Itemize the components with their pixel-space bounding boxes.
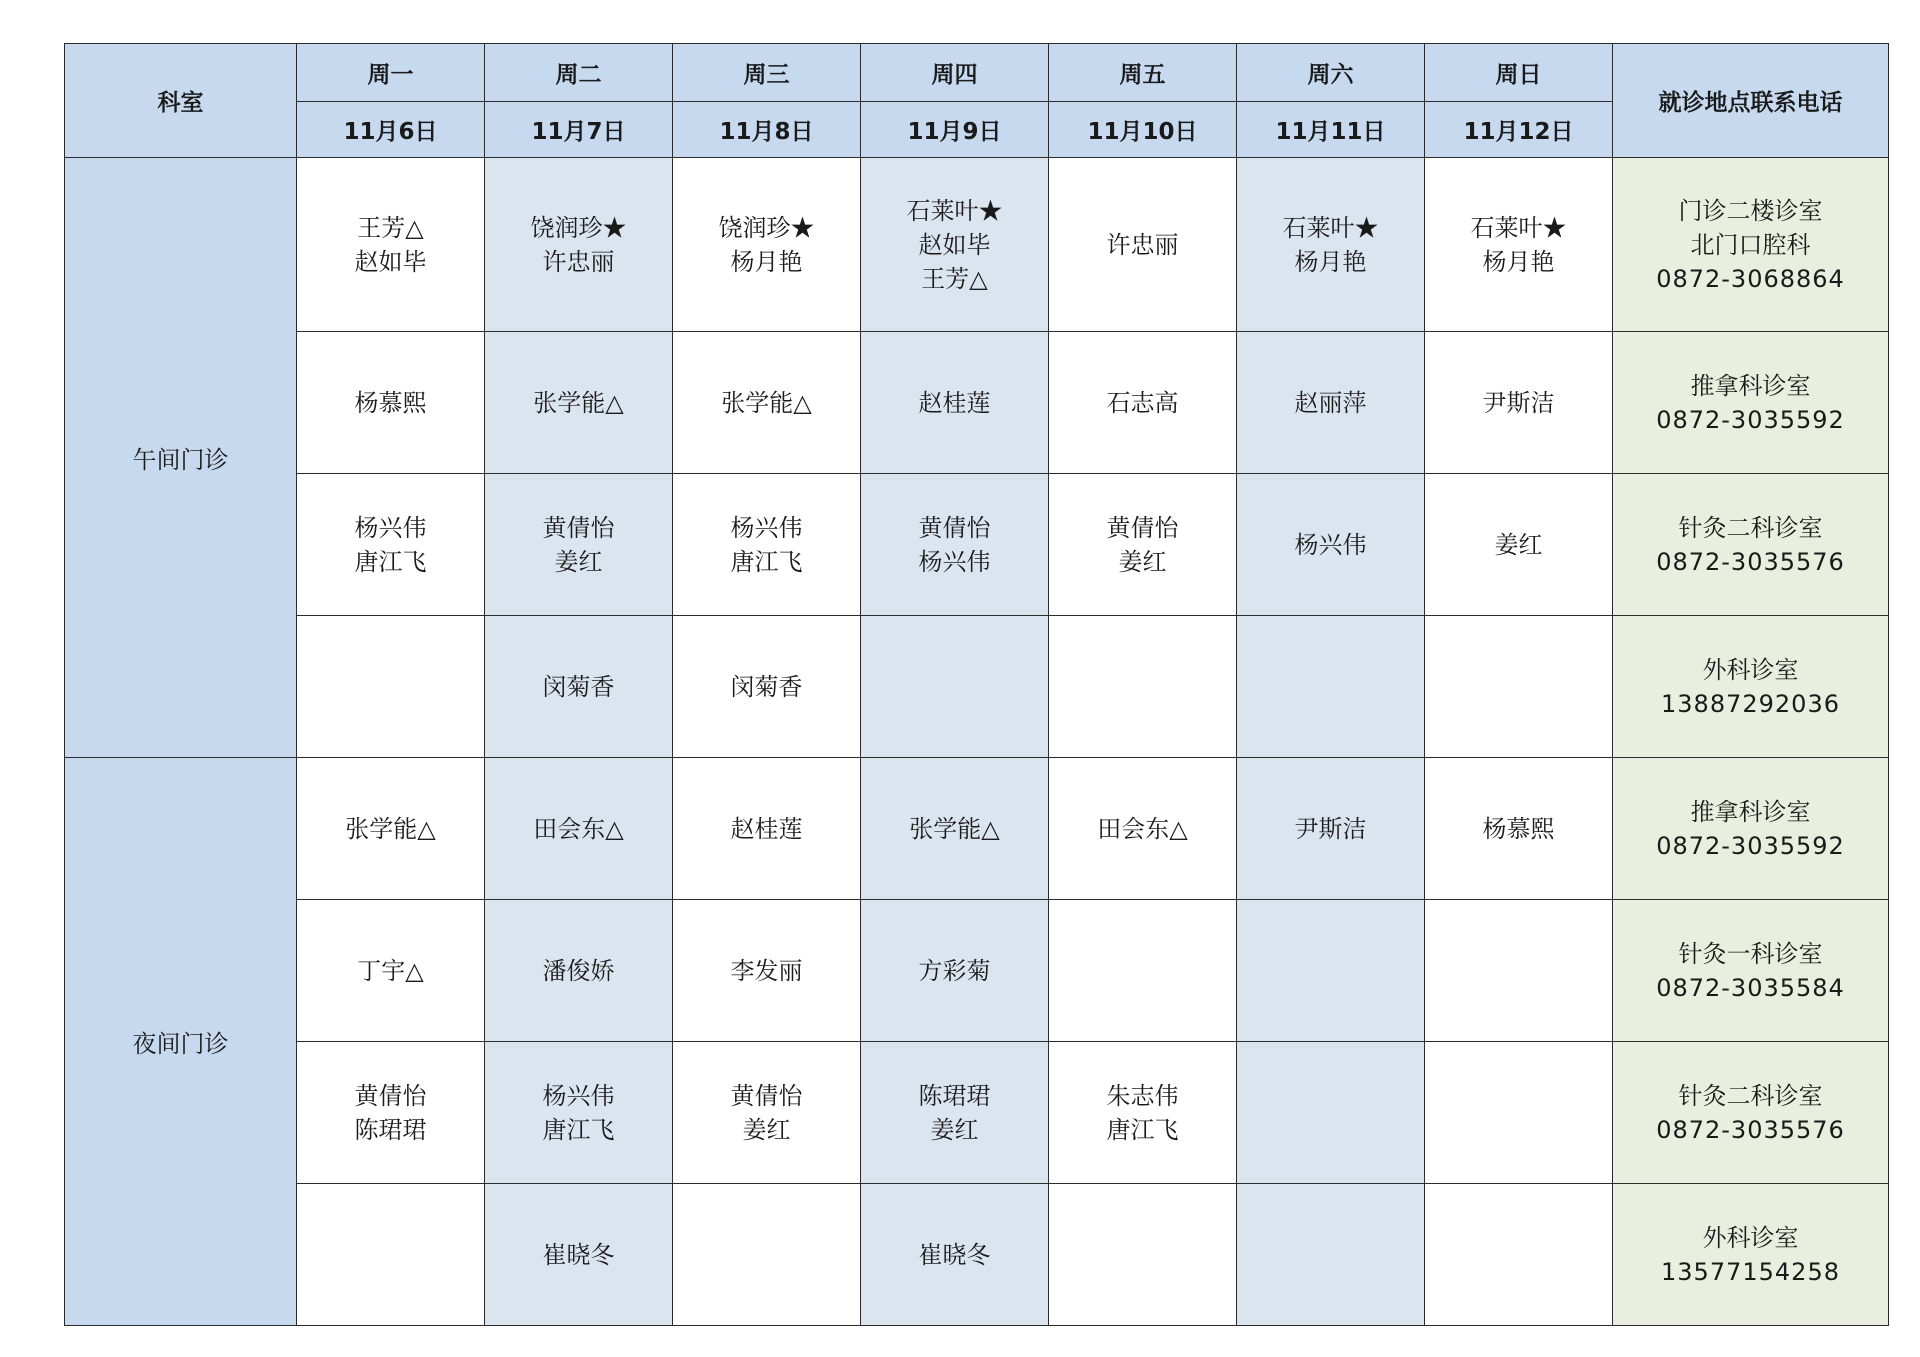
- doctor-cell: 赵桂莲: [673, 758, 861, 900]
- location-cell: [1613, 158, 1889, 332]
- doctor-cell: [1425, 616, 1613, 758]
- doctor-cell: 田会东△: [1049, 758, 1237, 900]
- weekday-header: 周四: [861, 44, 1049, 102]
- phone-number: 13887292036: [1661, 689, 1840, 718]
- doctor-cell: [1049, 900, 1237, 1042]
- location-name: 推拿科诊室: [1690, 797, 1811, 826]
- table-row: [65, 1042, 1889, 1184]
- table-row: [65, 1184, 1889, 1326]
- weekday-header: 周六: [1237, 44, 1425, 102]
- location-cell: [1613, 900, 1889, 1042]
- doctor-cell: 张学能△: [485, 332, 673, 474]
- doctor-cell: 尹斯洁: [1425, 332, 1613, 474]
- doctor-cell: 丁宇△: [297, 900, 485, 1042]
- header-weekday-row: [65, 44, 1889, 102]
- doctor-cell: 赵桂莲: [861, 332, 1049, 474]
- clinic-schedule-table: [64, 43, 1889, 1326]
- phone-number: 0872-3035592: [1656, 831, 1845, 860]
- doctor-cell: [1425, 1184, 1613, 1326]
- doctor-cell: 张学能△: [673, 332, 861, 474]
- location-name: 外科诊室: [1702, 655, 1799, 684]
- doctor-cell: [1237, 900, 1425, 1042]
- location-cell: [1613, 1184, 1889, 1326]
- phone-number: 0872-3035576: [1656, 547, 1845, 576]
- phone-number: 0872-3035584: [1656, 973, 1845, 1002]
- date-header: 11月8日: [673, 102, 861, 158]
- doctor-cell: 姜红: [1425, 474, 1613, 616]
- table-row: [65, 158, 1889, 332]
- doctor-cell: [1049, 616, 1237, 758]
- location-cell: [1613, 616, 1889, 758]
- table-row: [65, 758, 1889, 900]
- location-name: 针灸一科诊室: [1678, 939, 1823, 968]
- doctor-cell: 闵菊香: [673, 616, 861, 758]
- table-row: [65, 616, 1889, 758]
- table-row: [65, 332, 1889, 474]
- location-cell: [1613, 1042, 1889, 1184]
- doctor-cell: [1237, 1042, 1425, 1184]
- phone-number: 0872-3068864: [1656, 264, 1845, 293]
- doctor-cell: 杨兴伟 唐江飞: [485, 1042, 673, 1184]
- doctor-cell: 石志高: [1049, 332, 1237, 474]
- weekday-header: 周日: [1425, 44, 1613, 102]
- doctor-cell: 李发丽: [673, 900, 861, 1042]
- date-header: 11月10日: [1049, 102, 1237, 158]
- location-name: 针灸二科诊室: [1678, 513, 1823, 542]
- doctor-cell: [297, 616, 485, 758]
- doctor-cell: 杨慕熙: [1425, 758, 1613, 900]
- doctor-cell: [861, 616, 1049, 758]
- doctor-cell: 潘俊娇: [485, 900, 673, 1042]
- date-header: 11月7日: [485, 102, 673, 158]
- doctor-cell: 方彩菊: [861, 900, 1049, 1042]
- doctor-cell: [673, 1184, 861, 1326]
- phone-number: 0872-3035592: [1656, 405, 1845, 434]
- doctor-cell: 尹斯洁: [1237, 758, 1425, 900]
- doctor-cell: 崔晓冬: [485, 1184, 673, 1326]
- location-name: 门诊二楼诊室 北门口腔科: [1678, 196, 1823, 259]
- doctor-cell: 石莱叶★ 杨月艳: [1425, 158, 1613, 332]
- table-row: [65, 474, 1889, 616]
- location-cell: [1613, 758, 1889, 900]
- doctor-cell: 杨兴伟 唐江飞: [673, 474, 861, 616]
- doctor-cell: 黄倩怡 姜红: [673, 1042, 861, 1184]
- location-name: 针灸二科诊室: [1678, 1081, 1823, 1110]
- doctor-cell: 许忠丽: [1049, 158, 1237, 332]
- doctor-cell: 杨慕熙: [297, 332, 485, 474]
- doctor-cell: 饶润珍★ 杨月艳: [673, 158, 861, 332]
- doctor-cell: [1425, 1042, 1613, 1184]
- table-body: [65, 158, 1889, 1326]
- date-header: 11月11日: [1237, 102, 1425, 158]
- doctor-cell: 黄倩怡 姜红: [485, 474, 673, 616]
- doctor-cell: [1237, 616, 1425, 758]
- doctor-cell: [297, 1184, 485, 1326]
- section-label: 夜间门诊: [65, 758, 297, 1326]
- location-cell: [1613, 332, 1889, 474]
- doctor-cell: 杨兴伟: [1237, 474, 1425, 616]
- doctor-cell: 石莱叶★ 赵如毕 王芳△: [861, 158, 1049, 332]
- doctor-cell: 饶润珍★ 许忠丽: [485, 158, 673, 332]
- doctor-cell: 陈珺珺 姜红: [861, 1042, 1049, 1184]
- table-header: [65, 44, 1889, 158]
- location-name: 推拿科诊室: [1690, 371, 1811, 400]
- doctor-cell: 崔晓冬: [861, 1184, 1049, 1326]
- date-header: 11月6日: [297, 102, 485, 158]
- weekday-header: 周二: [485, 44, 673, 102]
- phone-number: 0872-3035576: [1656, 1115, 1845, 1144]
- doctor-cell: [1425, 900, 1613, 1042]
- doctor-cell: [1049, 1184, 1237, 1326]
- doctor-cell: 朱志伟 唐江飞: [1049, 1042, 1237, 1184]
- doctor-cell: 赵丽萍: [1237, 332, 1425, 474]
- doctor-cell: 黄倩怡 杨兴伟: [861, 474, 1049, 616]
- doctor-cell: 黄倩怡 姜红: [1049, 474, 1237, 616]
- weekday-header: 周三: [673, 44, 861, 102]
- doctor-cell: 黄倩怡 陈珺珺: [297, 1042, 485, 1184]
- date-header: 11月9日: [861, 102, 1049, 158]
- location-header: 就诊地点联系电话: [1613, 44, 1889, 158]
- doctor-cell: 张学能△: [297, 758, 485, 900]
- dept-header: 科室: [65, 44, 297, 158]
- doctor-cell: 田会东△: [485, 758, 673, 900]
- date-header: 11月12日: [1425, 102, 1613, 158]
- section-label: 午间门诊: [65, 158, 297, 758]
- weekday-header: 周五: [1049, 44, 1237, 102]
- doctor-cell: 王芳△ 赵如毕: [297, 158, 485, 332]
- phone-number: 13577154258: [1661, 1257, 1840, 1286]
- doctor-cell: 杨兴伟 唐江飞: [297, 474, 485, 616]
- doctor-cell: [1237, 1184, 1425, 1326]
- doctor-cell: 张学能△: [861, 758, 1049, 900]
- doctor-cell: 石莱叶★ 杨月艳: [1237, 158, 1425, 332]
- location-cell: [1613, 474, 1889, 616]
- table-row: [65, 900, 1889, 1042]
- doctor-cell: 闵菊香: [485, 616, 673, 758]
- weekday-header: 周一: [297, 44, 485, 102]
- location-name: 外科诊室: [1702, 1223, 1799, 1252]
